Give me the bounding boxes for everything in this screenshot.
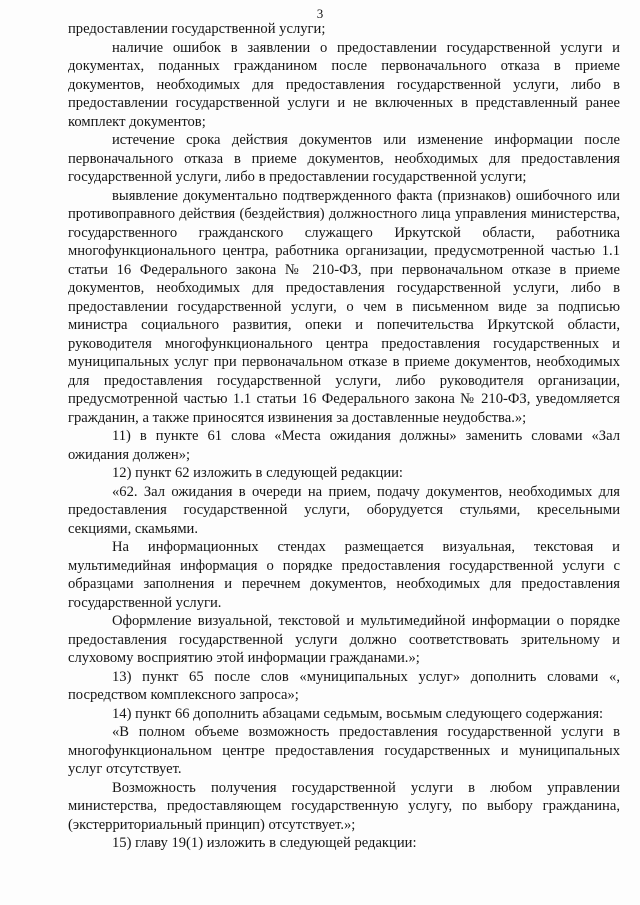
paragraph: 12) пункт 62 изложить в следующей редакции: (112, 465, 403, 481)
paragraph: «62. Зал ожидания в очереди на прием, подачу документов, необходимых для предоставления государственной услуги, оборудуется стульями, кресельными секциями, скамьями. (68, 483, 620, 537)
paragraph: 15) главу 19(1) изложить в следующей редакции: (112, 835, 417, 851)
paragraph: 14) пункт 66 дополнить абзацами седьмым, восьмым следующего содержания: (112, 705, 604, 722)
paragraph: Возможность получения государственной услуги в любом управлении министерства, предоставляющем государственную услугу, по выбору гражданина, (экстерриториальный принцип) отсутствует.»; (68, 779, 620, 833)
paragraph: предоставлении государственной услуги; (68, 21, 326, 37)
document-body (68, 20, 620, 853)
page-number: 3 (316, 6, 324, 21)
paragraph: наличие ошибок в заявлении о предоставлении государственной услуги и документах, поданных гражданином после первоначального отказа в приеме документов, необходимых для предоставления государственной услуги, либо в предоставлении государственной услуги и не включенных в представленный ранее комплект документов; (68, 39, 620, 130)
paragraph: 11) в пункте 61 слова «Места ожидания должны» заменить словами «Зал ожидания должен»; (68, 428, 620, 463)
paragraph: «В полном объеме возможность предоставления государственной услуги в многофункциональном центре предоставления государственных и муниципальных услуг отсутствует. (68, 724, 620, 777)
paragraph: выявление документально подтвержденного факта (признаков) ошибочного или противоправного действия (бездействия) должностного лица управления министерства, государственного гражданского служащего Иркутской области, работника многофункционального центра, работника организации, предусмотренной частью 1.1 статьи 16 Федерального закона № 210-ФЗ, при первоначальном отказе в приеме документов, необходимых для предоставления государственной услуги, либо в предоставлении государственной услуги, о чем в письменном виде за подписью министра социального развития, опеки и попечительства Иркутской области, руководителя многофункционального центра предоставления государственных и муниципальных услуг при первоначальном отказе в приеме документов, необходимых для предоставления государственной услуги, либо руководителя организации, предусмотренной частью 1.1 статьи 16 Федерального закона № 210-ФЗ, уведомляется гражданин, а также приносятся извинения за доставленные неудобства.»; (68, 187, 620, 426)
paragraph: На информационных стендах размещается визуальная, текстовая и мультимедийная информация о порядке предоставления государственной услуги с образцами заполнения и перечнем документов, необходимых для предоставления государственной услуги. (68, 539, 620, 611)
paragraph: Оформление визуальной, текстовой и мультимедийной информации о порядке предоставления государственной услуги должно соответствовать зрительному и слуховому восприятию этой информации гражданами.»; (68, 613, 620, 666)
paragraph: 13) пункт 65 после слов «муниципальных услуг» дополнить словами «, посредством комплексного запроса»; (68, 668, 620, 703)
paragraph: истечение срока действия документов или изменение информации после первоначального отказа в приеме документов, необходимых для предоставления государственной услуги, либо в предоставлении государственной услуги; (68, 132, 620, 185)
